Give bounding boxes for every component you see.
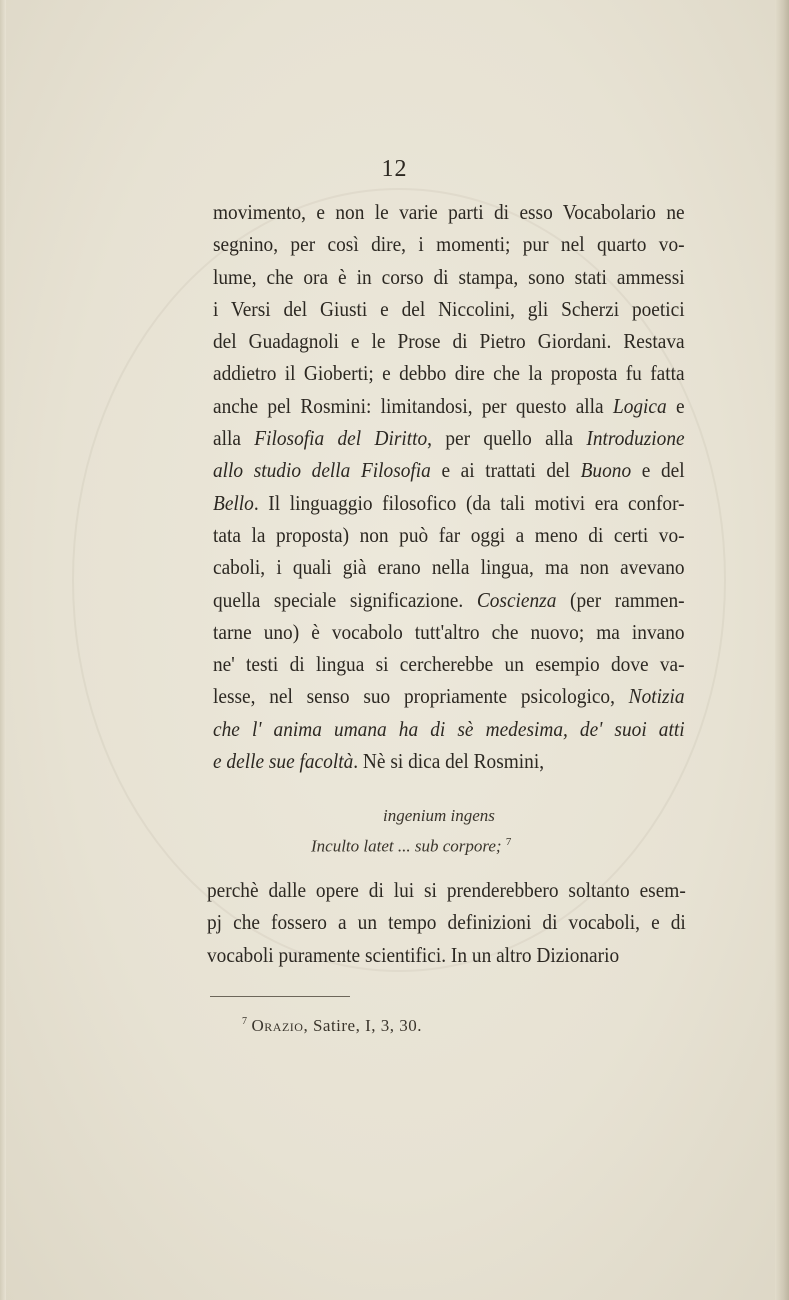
footnote <box>242 1016 422 1036</box>
page-right-edge <box>775 0 789 1300</box>
italic-text: Coscienza <box>476 587 557 612</box>
italic-text: Logica <box>612 393 667 418</box>
italic-text: Notizia <box>628 684 685 709</box>
text-line <box>213 293 685 325</box>
text-segment: . Il linguaggio filosofico (da tali motivi era confor- <box>253 490 685 515</box>
text-line <box>213 390 685 422</box>
text-segment: quella speciale significazione. <box>213 587 477 612</box>
footnote-rule <box>210 996 350 997</box>
page-left-edge <box>0 0 6 1300</box>
text-segment: movimento, e non le varie parti di esso Vocabolario ne <box>213 200 685 224</box>
verse-quote <box>0 802 789 860</box>
text-segment: i Versi del Giusti e del Niccolini, gli Scherzi poetici <box>213 296 685 321</box>
footnote-author: Orazio <box>251 1016 304 1035</box>
quote-line-1: ingenium ingens <box>383 806 495 825</box>
text-segment: segnino, per così dire, i momenti; pur nel quarto vo- <box>213 232 685 257</box>
italic-text: Buono <box>580 458 632 483</box>
text-line <box>213 519 685 551</box>
paragraph-continued <box>207 874 686 971</box>
footnote-mark: 7 <box>242 1016 248 1028</box>
text-line <box>213 357 685 389</box>
paragraph-main <box>213 196 685 777</box>
text-line <box>213 745 685 777</box>
text-segment: lesse, nel senso suo propriamente psicologico, <box>213 684 629 709</box>
text-line <box>213 454 685 486</box>
text-line: vocaboli puramente scientifici. In un altro Dizionario <box>207 942 620 967</box>
text-segment: e del <box>631 458 685 483</box>
text-line <box>213 261 685 293</box>
text-line: pj che fossero a un tempo definizioni di vocaboli, e di <box>207 910 686 935</box>
footnote-reference: 7 <box>505 836 512 848</box>
text-segment: anche pel Rosmini: limitandosi, per questo alla <box>213 393 613 418</box>
italic-text: che l' anima umana ha di sè medesima, de' suoi atti <box>213 716 685 741</box>
text-line <box>213 196 685 228</box>
text-line <box>213 228 685 260</box>
italic-text: e delle sue facoltà <box>213 749 354 774</box>
text-line: perchè dalle opere di lui si prenderebbero soltanto esem- <box>207 878 686 902</box>
text-segment: e <box>666 393 685 418</box>
quote-line-2 <box>0 829 789 860</box>
text-line <box>213 325 685 357</box>
italic-text: Introduzione <box>586 426 685 451</box>
text-segment: (per rammen- <box>556 587 685 612</box>
text-line <box>213 680 685 712</box>
page-number: 12 <box>381 156 408 182</box>
italic-text: Filosofia del Diritto <box>254 426 428 451</box>
text-segment: alla <box>213 426 255 451</box>
text-segment: lume, che ora è in corso di stampa, sono stati ammessi <box>213 264 685 289</box>
quote-line-2-text: Inculto latet ... sub corpore; <box>311 836 502 856</box>
text-line <box>213 648 685 680</box>
text-segment: del Guadagnoli e le Prose di Pietro Giordani. Restava <box>213 329 685 354</box>
text-segment: caboli, i quali già erano nella lingua, ma non avevano <box>213 555 685 580</box>
text-line <box>213 422 685 454</box>
italic-text: allo studio della Filosofia <box>213 458 431 483</box>
text-segment: tarne uno) è vocabolo tutt'altro che nuovo; ma invano <box>213 619 685 644</box>
text-line <box>213 487 685 519</box>
text-segment: . Nè si dica del Rosmini, <box>353 749 545 774</box>
text-line <box>213 584 685 616</box>
text-line <box>213 713 685 745</box>
text-line <box>213 551 685 583</box>
text-segment: , per quello alla <box>427 426 587 451</box>
text-segment: ne' testi di lingua si cercherebbe un esempio dove va- <box>213 652 685 677</box>
text-line <box>213 616 685 648</box>
italic-text: Bello <box>213 490 254 515</box>
text-segment: addietro il Gioberti; e debbo dire che la proposta fu fatta <box>213 361 685 386</box>
text-segment: tata la proposta) non può far oggi a meno di certi vo- <box>213 522 685 547</box>
footnote-citation: , Satire, I, 3, 30. <box>303 1016 423 1035</box>
text-segment: e ai trattati del <box>430 458 581 483</box>
